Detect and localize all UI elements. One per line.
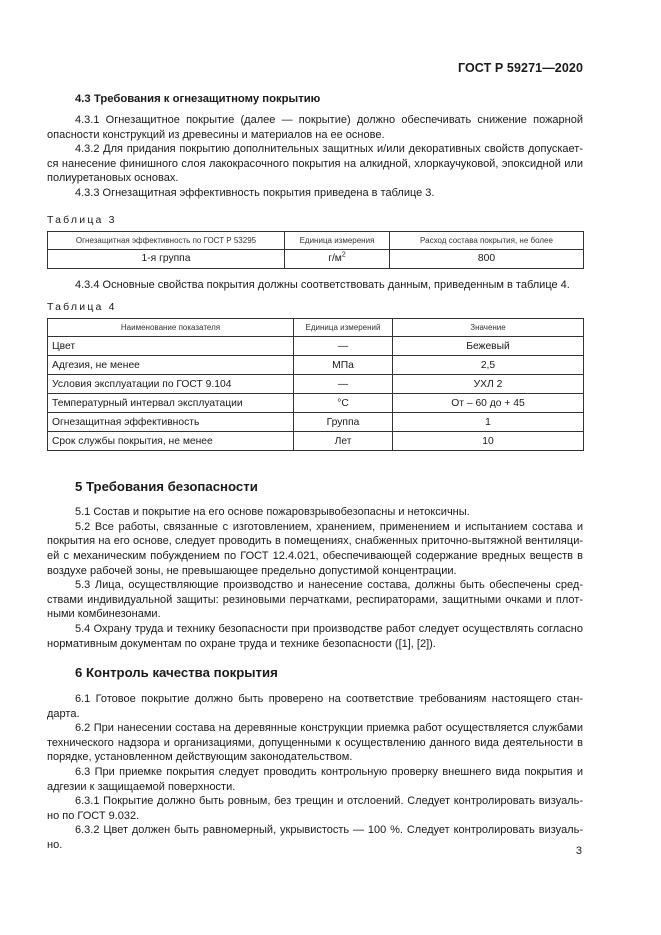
paragraph-4-3-3: 4.3.3 Огнезащитная эффективность покрытия приведена в таблице 3. xyxy=(75,186,435,199)
table-cell: Огнезащитная эффективность xyxy=(48,413,294,432)
table-3-header-cell: Расход состава покрытия, не более xyxy=(390,231,584,249)
table-4-header-cell: Значение xyxy=(393,319,584,337)
paragraph-4-3-1: 4.3.1 Огнезащитное покрытие (далее — покрытие) должно обеспечивать снижение пожарной опасности конструкций из древесины и материалов на ее основе. xyxy=(47,114,583,141)
unit-exponent: 2 xyxy=(341,251,346,259)
unit-base: г/м xyxy=(328,253,342,265)
table-cell-unit xyxy=(285,249,390,268)
table-row xyxy=(48,432,584,451)
paragraph-4-3-2: 4.3.2 Для придания покрытию дополнительных защитных и/или декоративных свойств допускает-ся нанесение финишного слоя лакокрасочного покрытия на алкидной, хлоркаучуковой, эпоксидной или полиуретановых основах. xyxy=(47,143,583,185)
table-cell: МПа xyxy=(294,356,393,375)
paragraph-6-2: 6.2 При нанесении состава на деревянные конструкции приемка работ осуществляется службами технического надзора и организациями, допущенными к осуществлению данного вида деятельности в порядке, установленном действующим законодательством. xyxy=(47,722,583,764)
paragraph-5-3: 5.3 Лица, осуществляющие производство и нанесение состава, должны быть обеспечены сред-ствами индивидуальной защиты: резиновыми перчатками, респираторами, защитными очками и плот-ными комбинезонами. xyxy=(47,579,583,621)
table-cell: — xyxy=(294,375,393,394)
paragraph-4-3-4: 4.3.4 Основные свойства покрытия должны соответствовать данным, приведенным в таблице 4. xyxy=(75,278,570,291)
paragraph-6-1: 6.1 Готовое покрытие должно быть проверено на соответствие требованиям настоящего стан-дарта. xyxy=(47,693,583,720)
table-cell: 1-я группа xyxy=(48,249,285,268)
table-cell: Группа xyxy=(294,413,393,432)
table-row xyxy=(48,394,584,413)
table-cell: Цвет xyxy=(48,337,294,356)
table-row xyxy=(48,249,584,268)
table-cell: Срок службы покрытия, не менее xyxy=(48,432,294,451)
table-3 xyxy=(47,231,584,269)
table-row xyxy=(48,337,584,356)
table-cell: Условия эксплуатации по ГОСТ 9.104 xyxy=(48,375,294,394)
paragraph-6-3: 6.3 При приемке покрытия следует проводить контрольную проверку внешнего вида покрытия и адгезии к защищаемой поверхности. xyxy=(47,766,583,793)
paragraph-5-4: 5.4 Охрану труда и технику безопасности при производстве работ следует осуществлять согласно нормативным документам по охране труда и технике безопасности ([1], [2]). xyxy=(47,622,583,650)
table-row xyxy=(48,413,584,432)
table-cell: 2,5 xyxy=(393,356,584,375)
paragraph-6-3-1: 6.3.1 Покрытие должно быть ровным, без трещин и отслоений. Следует контролировать визуаль-но по ГОСТ 9.032. xyxy=(47,795,583,822)
table-cell: УХЛ 2 xyxy=(393,375,584,394)
section-4-3-title: 4.3 Требования к огнезащитному покрытию xyxy=(75,93,321,105)
table-row xyxy=(48,375,584,394)
page-content xyxy=(47,92,583,853)
table-4-header-cell: Единица измерений xyxy=(294,319,393,337)
table-cell: От – 60 до + 45 xyxy=(393,394,584,413)
table-3-header-row xyxy=(48,231,584,249)
table-4-header-cell: Наименование показателя xyxy=(48,319,294,337)
paragraph-6-3-2: 6.3.2 Цвет должен быть равномерный, укрывистость — 100 %. Следует контролировать визуаль-но. xyxy=(47,824,583,852)
table-row xyxy=(48,356,584,375)
page-number: 3 xyxy=(575,845,582,857)
paragraph-5-1: 5.1 Состав и покрытие на его основе пожаровзрывобезопасны и нетоксичны. xyxy=(75,506,470,519)
section-5-title: 5 Требования безопасности xyxy=(75,479,258,495)
table-3-caption: Таблица 3 xyxy=(47,213,117,226)
table-3-header-cell: Огнезащитная эффективность по ГОСТ Р 53295 xyxy=(48,231,285,249)
document-code: ГОСТ Р 59271—2020 xyxy=(457,61,583,75)
table-cell: 800 xyxy=(390,249,584,268)
table-cell: — xyxy=(294,337,393,356)
table-4-header-row xyxy=(48,319,584,337)
table-4 xyxy=(47,318,584,451)
table-4-caption: Таблица 4 xyxy=(47,301,117,314)
table-cell: Лет xyxy=(294,432,393,451)
table-cell: Адгезия, не менее xyxy=(48,356,294,375)
section-6-title: 6 Контроль качества покрытия xyxy=(75,665,278,681)
table-cell: °C xyxy=(294,394,393,413)
paragraph-5-2: 5.2 Все работы, связанные с изготовлением, хранением, применением и испытанием состава и покрытия на его основе, следует проводить в помещениях, снабженных приточно-вытяжной вентиляци-ей с механическим побуждением по ГОСТ 12.4.021, обеспечивающей содержание вредных веществ в воздухе рабочей зоны, не превышающее предельно допустимой концентрации. xyxy=(47,520,583,577)
table-cell: Бежевый xyxy=(393,337,584,356)
table-3-header-cell: Единица измерения xyxy=(285,231,390,249)
table-cell: 10 xyxy=(393,432,584,451)
table-cell: Температурный интервал эксплуатации xyxy=(48,394,294,413)
table-cell: 1 xyxy=(393,413,584,432)
